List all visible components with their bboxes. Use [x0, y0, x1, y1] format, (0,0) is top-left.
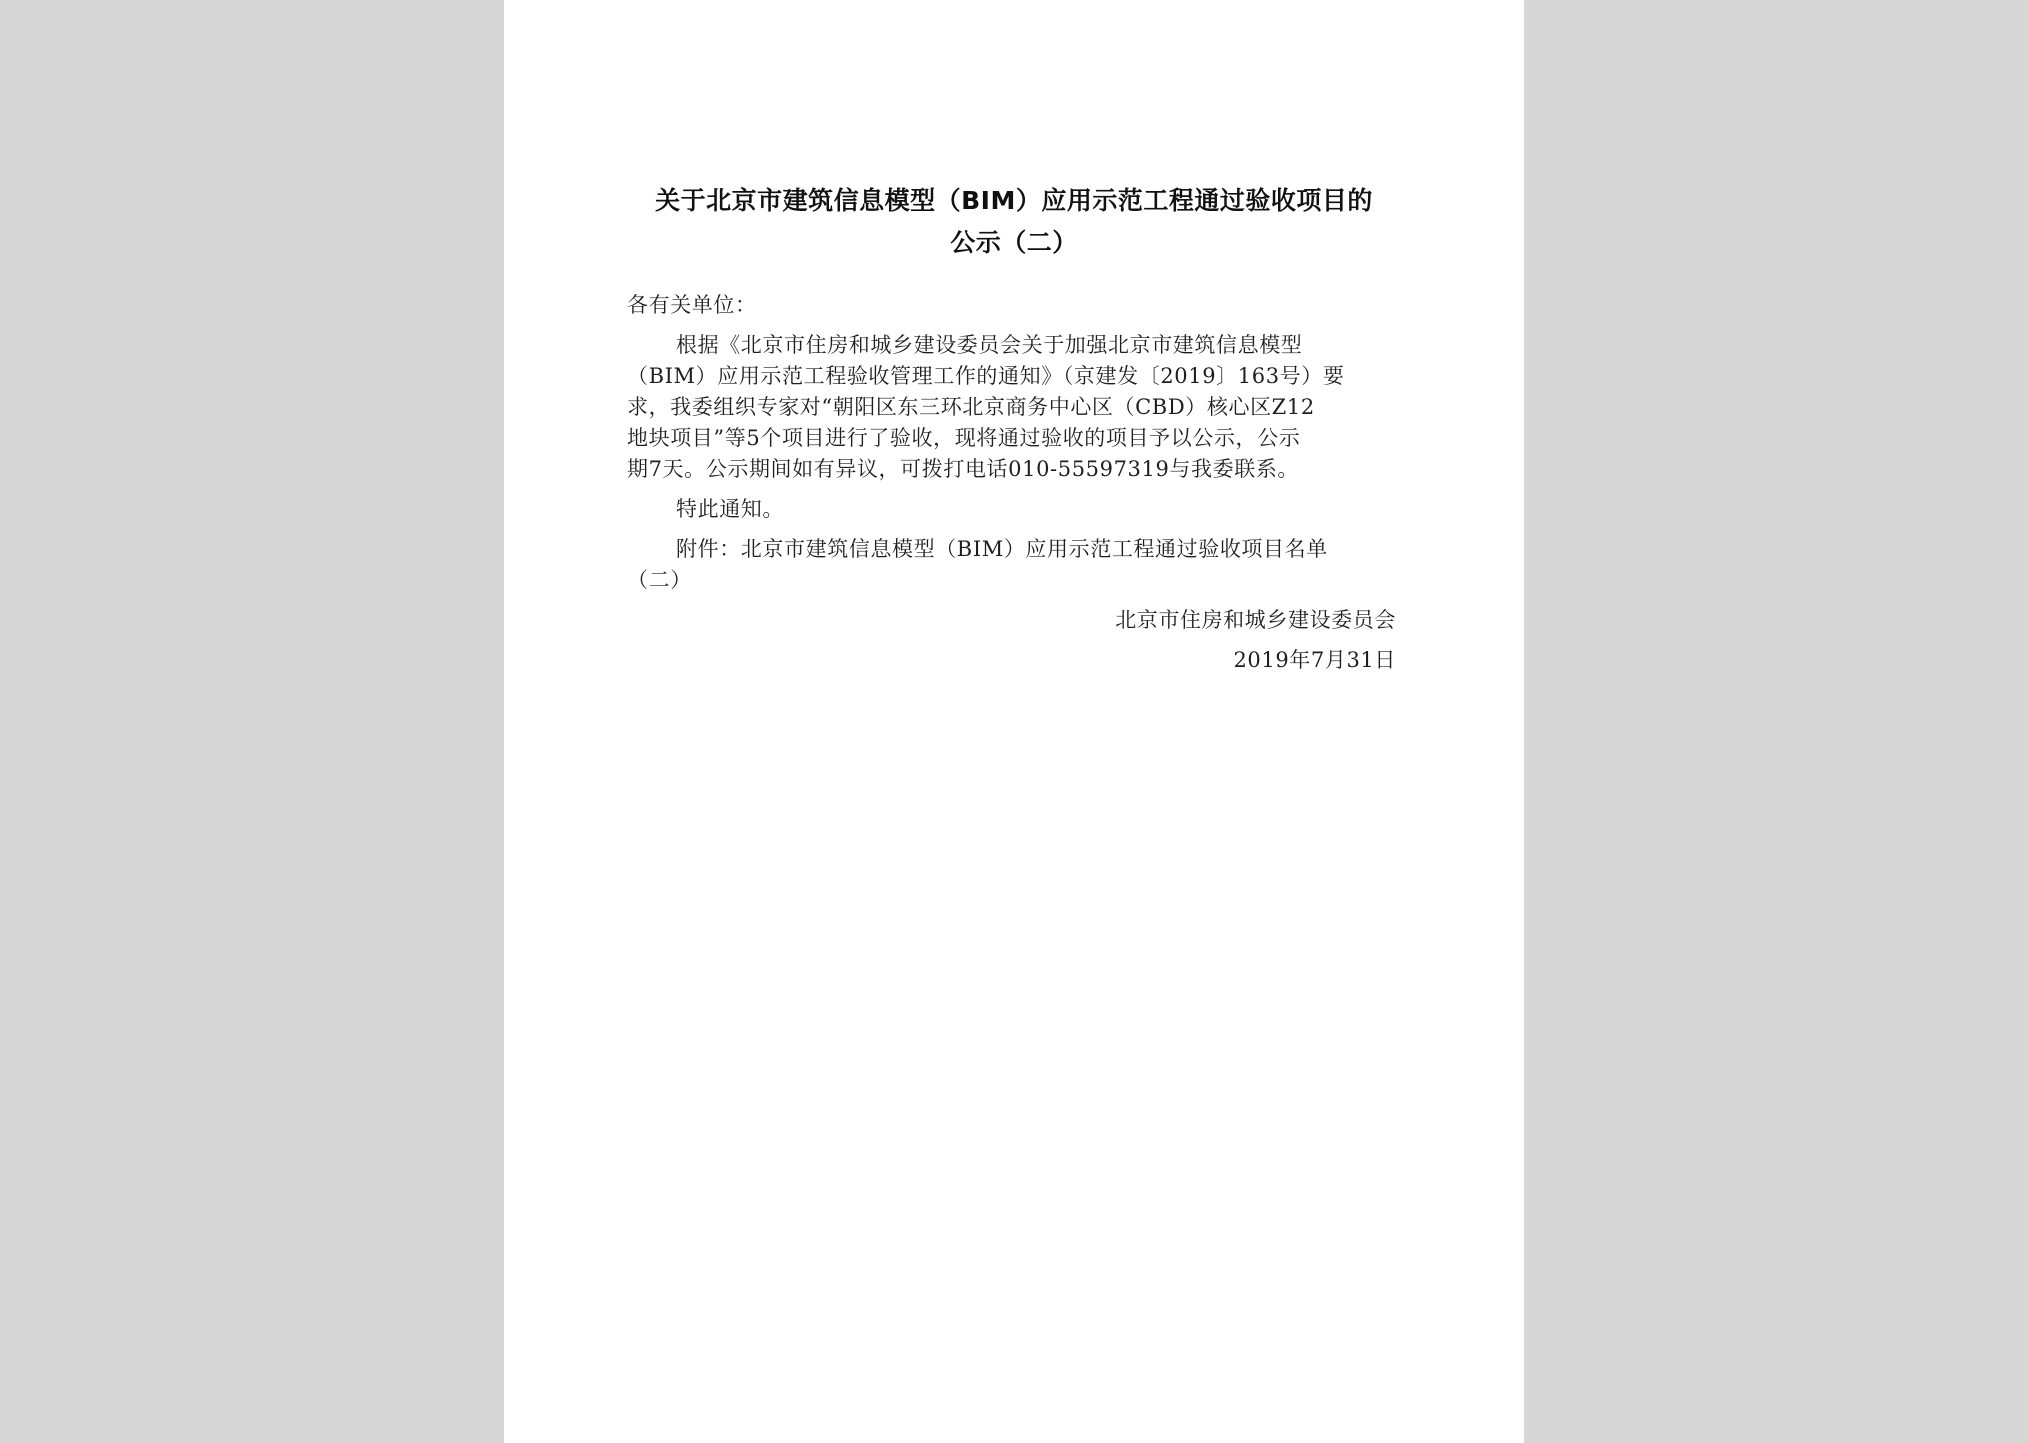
- body-line-1: 根据《北京市住房和城乡建设委员会关于加强北京市建筑信息模型: [676, 333, 1303, 357]
- body-line-2: （BIM）应用示范工程验收管理工作的通知》（京建发〔2019〕163号）要: [627, 364, 1345, 388]
- issuer-name: 北京市住房和城乡建设委员会: [1115, 608, 1396, 632]
- body-line-3: 求，我委组织专家对“朝阳区东三环北京商务中心区（CBD）核心区Z12: [627, 395, 1315, 419]
- body-line-5: 期7天。公示期间如有异议，可拨打电话010-55597319与我委联系。: [627, 457, 1300, 481]
- document-page: [504, 0, 1524, 1443]
- attachment-line-2: （二）: [627, 568, 692, 592]
- title-line-2: 公示（二）: [950, 228, 1078, 257]
- issue-date: 2019年7月31日: [1233, 648, 1396, 672]
- attachment-line-1: 附件：北京市建筑信息模型（BIM）应用示范工程通过验收项目名单: [676, 537, 1328, 561]
- document-title: [624, 180, 1404, 264]
- salutation: 各有关单位：: [627, 293, 757, 317]
- closing-line: 特此通知。: [676, 497, 784, 521]
- title-line-1: 关于北京市建筑信息模型（BIM）应用示范工程通过验收项目的: [655, 186, 1373, 215]
- body-line-4: 地块项目”等5个项目进行了验收，现将通过验收的项目予以公示，公示: [627, 426, 1301, 450]
